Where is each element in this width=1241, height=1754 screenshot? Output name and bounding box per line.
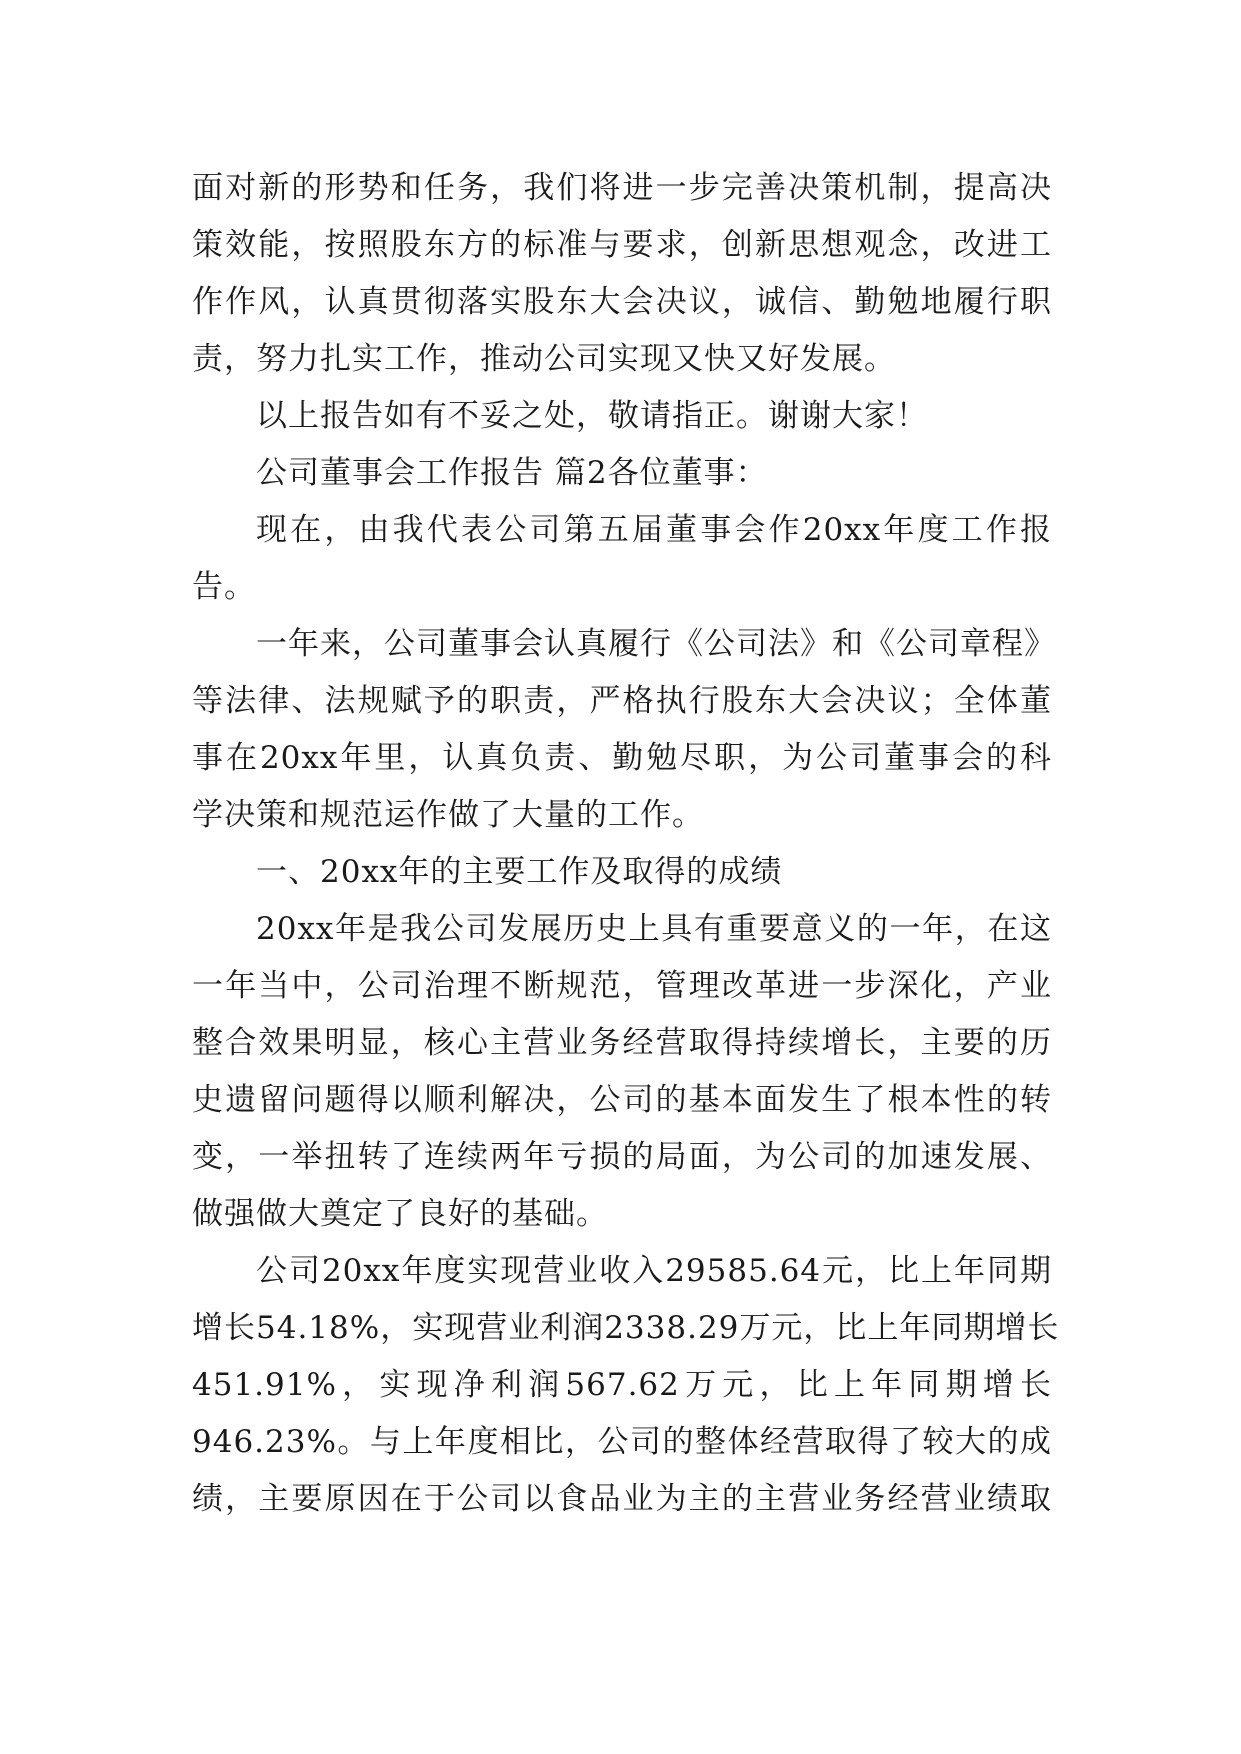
text-line: 20xx年是我公司发展历史上具有重要意义的一年，在这 bbox=[256, 911, 1052, 947]
text-line: 一年当中，公司治理不断规范，管理改革进一步深化，产业 bbox=[192, 968, 1052, 1004]
text-line: 做强做大奠定了良好的基础。 bbox=[192, 1196, 608, 1232]
text-line: 等法律、法规赋予的职责，严格执行股东大会决议；全体董 bbox=[192, 683, 1052, 719]
text-line: 现在，由我代表公司第五届董事会作20xx年度工作报 bbox=[256, 512, 1052, 548]
text-line: 面对新的形势和任务，我们将进一步完善决策机制，提高决 bbox=[192, 170, 1052, 206]
text-line: 告。 bbox=[192, 569, 256, 605]
text-line: 事在20xx年里，认真负责、勤勉尽职，为公司董事会的科 bbox=[192, 740, 1052, 776]
text-line: 整合效果明显，核心主营业务经营取得持续增长，主要的历 bbox=[192, 1025, 1052, 1061]
text-line: 451.91%，实现净利润567.62万元，比上年同期增长 bbox=[192, 1367, 1052, 1403]
text-line: 作作风，认真贯彻落实股东大会决议，诚信、勤勉地履行职 bbox=[192, 284, 1052, 320]
text-line: 变，一举扭转了连续两年亏损的局面，为公司的加速发展、 bbox=[192, 1139, 1052, 1175]
text-line: 绩，主要原因在于公司以食品业为主的主营业务经营业绩取 bbox=[192, 1481, 1052, 1517]
text-line: 一、20xx年的主要工作及取得的成绩 bbox=[256, 854, 783, 890]
text-line: 责，努力扎实工作，推动公司实现又快又好发展。 bbox=[192, 341, 896, 377]
text-line: 公司董事会工作报告 篇2各位董事： bbox=[256, 455, 768, 491]
text-line: 946.23%。与上年度相比，公司的整体经营取得了较大的成 bbox=[192, 1424, 1052, 1460]
text-line: 增长54.18%，实现营业利润2338.29万元，比上年同期增长 bbox=[192, 1310, 1060, 1346]
text-line: 策效能，按照股东方的标准与要求，创新思想观念，改进工 bbox=[192, 227, 1052, 263]
text-line: 公司20xx年度实现营业收入29585.64元，比上年同期 bbox=[256, 1253, 1052, 1289]
text-line: 以上报告如有不妥之处，敬请指正。谢谢大家！ bbox=[256, 398, 928, 434]
text-line: 史遗留问题得以顺利解决，公司的基本面发生了根本性的转 bbox=[192, 1082, 1052, 1118]
text-line: 学决策和规范运作做了大量的工作。 bbox=[192, 797, 704, 833]
text-line: 一年来，公司董事会认真履行《公司法》和《公司章程》 bbox=[256, 626, 1056, 662]
report-body bbox=[192, 160, 1060, 1528]
